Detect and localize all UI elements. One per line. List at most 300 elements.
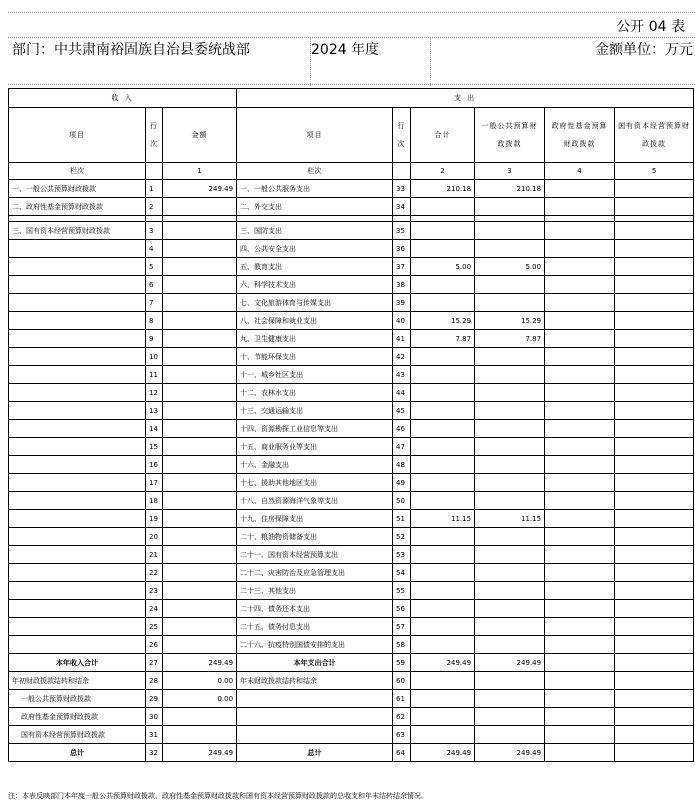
expense-capital — [615, 258, 694, 276]
income-line-no: 14 — [146, 420, 163, 438]
table-row — [9, 420, 694, 438]
income-item — [9, 366, 146, 384]
income-line-no: 17 — [146, 474, 163, 492]
expense-line-no: 54 — [393, 564, 411, 582]
income-item — [9, 330, 146, 348]
expense-line-no: 44 — [393, 384, 411, 402]
table-row — [9, 438, 694, 456]
income-amount — [163, 420, 237, 438]
expense-capital — [615, 582, 694, 600]
expense-fund — [545, 180, 615, 198]
expense-total — [411, 618, 475, 636]
expense-total — [411, 240, 475, 258]
income-line-no: 22 — [146, 564, 163, 582]
expense-item: 五、教育支出 — [237, 258, 393, 276]
income-line-no: 10 — [146, 348, 163, 366]
income-line-no: 3 — [146, 222, 163, 240]
col-item-out: 项目 — [237, 108, 393, 163]
gp-amount: 0.00 — [163, 690, 237, 708]
income-amount — [163, 456, 237, 474]
expense-item: 九、卫生健康支出 — [237, 330, 393, 348]
expense-line-no: 51 — [393, 510, 411, 528]
expense-line-no: 38 — [393, 276, 411, 294]
expense-general: 5.00 — [475, 258, 545, 276]
expense-fund — [545, 546, 615, 564]
table-row — [9, 564, 694, 582]
carry-out-label: 年末财政拨款结转和结余 — [237, 672, 393, 690]
table-row — [9, 276, 694, 294]
expense-item: 四、公共安全支出 — [237, 240, 393, 258]
expense-capital — [615, 420, 694, 438]
expense-general — [475, 582, 545, 600]
income-item: 三、国有资本经营预算财政拨款 — [9, 222, 146, 240]
table-row — [9, 474, 694, 492]
expense-total — [411, 636, 475, 654]
top-border — [8, 12, 695, 13]
gp-label: 一般公共预算财政拨款 — [9, 690, 146, 708]
expense-fund — [545, 222, 615, 240]
table-row — [9, 180, 694, 198]
expense-general: 11.15 — [475, 510, 545, 528]
expense-fund — [545, 492, 615, 510]
table-row — [9, 546, 694, 564]
expense-line-no: 53 — [393, 546, 411, 564]
income-line-no: 16 — [146, 456, 163, 474]
expense-item: 二十二、灾害防治及应急管理支出 — [237, 564, 393, 582]
expense-item: 二十一、国有资本经营预算支出 — [237, 546, 393, 564]
income-line-no: 23 — [146, 582, 163, 600]
grand-total-row — [9, 744, 694, 762]
expense-fund — [545, 564, 615, 582]
expense-item: 二、外交支出 — [237, 198, 393, 216]
expense-general — [475, 456, 545, 474]
income-amount — [163, 438, 237, 456]
col-index-1: 1 — [163, 163, 237, 180]
expense-line-no: 58 — [393, 636, 411, 654]
income-line-no: 21 — [146, 546, 163, 564]
expense-item: 二十六、抗疫特别国债安排的支出 — [237, 636, 393, 654]
expense-line-no: 39 — [393, 294, 411, 312]
gp-out-no: 61 — [393, 690, 411, 708]
income-item — [9, 294, 146, 312]
expense-capital — [615, 180, 694, 198]
income-line-no: 9 — [146, 330, 163, 348]
expense-fund — [545, 198, 615, 216]
expense-fund — [545, 456, 615, 474]
expense-total — [411, 474, 475, 492]
income-amount — [163, 348, 237, 366]
fund-label: 政府性基金预算财政拨款 — [9, 708, 146, 726]
income-amount — [163, 240, 237, 258]
col-line-in: 行次 — [146, 108, 163, 163]
expense-capital — [615, 366, 694, 384]
income-item — [9, 276, 146, 294]
expense-line-no: 57 — [393, 618, 411, 636]
income-total-amount: 249.49 — [163, 654, 237, 672]
expense-fund — [545, 258, 615, 276]
expense-line-no: 47 — [393, 438, 411, 456]
expense-general — [475, 222, 545, 240]
expense-item: 十九、住房保障支出 — [237, 510, 393, 528]
income-line-no: 15 — [146, 438, 163, 456]
income-amount — [163, 384, 237, 402]
table-row — [9, 402, 694, 420]
income-item: 一、一般公共预算财政拨款 — [9, 180, 146, 198]
income-header: 收 入 — [9, 89, 237, 108]
expense-item: 十七、援助其他地区支出 — [237, 474, 393, 492]
expense-line-no: 55 — [393, 582, 411, 600]
income-item — [9, 600, 146, 618]
expense-item: 二十三、其他支出 — [237, 582, 393, 600]
expense-general — [475, 492, 545, 510]
table-row — [9, 636, 694, 654]
income-item — [9, 420, 146, 438]
income-amount — [163, 564, 237, 582]
expense-item: 十一、城乡社区支出 — [237, 366, 393, 384]
gp-no: 29 — [146, 690, 163, 708]
expense-total — [411, 222, 475, 240]
income-amount — [163, 528, 237, 546]
expense-total: 210.18 — [411, 180, 475, 198]
expense-line-no: 50 — [393, 492, 411, 510]
expense-total-general: 249.49 — [475, 654, 545, 672]
expense-total — [411, 582, 475, 600]
expense-general — [475, 600, 545, 618]
expense-capital — [615, 402, 694, 420]
income-line-no: 4 — [146, 240, 163, 258]
expense-general: 7.87 — [475, 330, 545, 348]
expense-capital — [615, 330, 694, 348]
carry-in-no: 28 — [146, 672, 163, 690]
expense-total — [411, 402, 475, 420]
col-fund: 政府性基金预算财政拨款 — [545, 108, 615, 163]
department-label: 部门：中共肃南裕固族自治县委统战部 — [12, 42, 250, 58]
income-amount — [163, 402, 237, 420]
expense-item: 十、节能环保支出 — [237, 348, 393, 366]
income-item — [9, 438, 146, 456]
expense-general — [475, 402, 545, 420]
expense-total — [411, 600, 475, 618]
expense-general — [475, 348, 545, 366]
expense-total — [411, 492, 475, 510]
expense-fund — [545, 402, 615, 420]
expense-line-no: 37 — [393, 258, 411, 276]
expense-total-amount: 249.49 — [411, 654, 475, 672]
expense-line-no: 42 — [393, 348, 411, 366]
report-header — [8, 37, 695, 85]
income-item — [9, 348, 146, 366]
income-line-no: 11 — [146, 366, 163, 384]
income-line-no: 6 — [146, 276, 163, 294]
income-amount — [163, 366, 237, 384]
expense-total: 15.29 — [411, 312, 475, 330]
expense-total — [411, 564, 475, 582]
expense-capital — [615, 546, 694, 564]
expense-fund — [545, 636, 615, 654]
fund-out-no: 62 — [393, 708, 411, 726]
table-row — [9, 366, 694, 384]
expense-fund — [545, 618, 615, 636]
carry-in-label: 年初财政拨款结转和结余 — [9, 672, 146, 690]
expense-total — [411, 420, 475, 438]
expense-capital — [615, 294, 694, 312]
expense-item: 十四、资源勘探工业信息等支出 — [237, 420, 393, 438]
expense-general — [475, 474, 545, 492]
col-index-3: 3 — [475, 163, 545, 180]
expense-total — [411, 528, 475, 546]
expense-fund — [545, 420, 615, 438]
expense-line-no: 36 — [393, 240, 411, 258]
column-header-row — [9, 108, 694, 163]
expense-fund — [545, 384, 615, 402]
expense-general — [475, 294, 545, 312]
expense-capital — [615, 528, 694, 546]
income-item — [9, 258, 146, 276]
expense-capital — [615, 492, 694, 510]
expense-capital — [615, 564, 694, 582]
expense-item: 六、科学技术支出 — [237, 276, 393, 294]
income-item — [9, 546, 146, 564]
grand-general-amount: 249.49 — [475, 744, 545, 762]
col-label-in: 栏次 — [9, 163, 146, 180]
table-row — [9, 528, 694, 546]
expense-line-no: 35 — [393, 222, 411, 240]
expense-line-no: 43 — [393, 366, 411, 384]
income-line-no: 2 — [146, 198, 163, 216]
income-total-no: 27 — [146, 654, 163, 672]
expense-general — [475, 276, 545, 294]
expense-general — [475, 198, 545, 216]
expense-capital — [615, 384, 694, 402]
income-item — [9, 618, 146, 636]
grand-no-out: 64 — [393, 744, 411, 762]
expense-total — [411, 198, 475, 216]
fiscal-year: 2024 年度 — [310, 38, 431, 86]
income-item: 二、政府性基金预算财政拨款 — [9, 198, 146, 216]
expense-general — [475, 240, 545, 258]
col-line-out: 行次 — [393, 108, 411, 163]
expense-total-label: 本年支出合计 — [237, 654, 393, 672]
expense-fund — [545, 276, 615, 294]
expense-general — [475, 438, 545, 456]
income-amount — [163, 258, 237, 276]
expense-fund — [545, 510, 615, 528]
expense-fund — [545, 366, 615, 384]
income-amount: 249.49 — [163, 180, 237, 198]
income-amount — [163, 492, 237, 510]
expense-item: 十三、交通运输支出 — [237, 402, 393, 420]
table-row — [9, 222, 694, 240]
income-line-no: 7 — [146, 294, 163, 312]
expense-fund — [545, 348, 615, 366]
expense-capital — [615, 222, 694, 240]
income-line-no: 19 — [146, 510, 163, 528]
table-row — [9, 456, 694, 474]
expense-item: 三、国防支出 — [237, 222, 393, 240]
expense-item: 七、文化旅游体育与传媒支出 — [237, 294, 393, 312]
income-line-no: 20 — [146, 528, 163, 546]
expense-total — [411, 384, 475, 402]
table-row — [9, 294, 694, 312]
table-row — [9, 618, 694, 636]
income-amount — [163, 312, 237, 330]
income-item — [9, 492, 146, 510]
table-row — [9, 384, 694, 402]
expense-fund — [545, 330, 615, 348]
expense-item: 十五、商业服务业等支出 — [237, 438, 393, 456]
expense-total — [411, 546, 475, 564]
expense-total — [411, 276, 475, 294]
expense-general — [475, 366, 545, 384]
income-amount — [163, 618, 237, 636]
expense-item: 二十四、债务还本支出 — [237, 600, 393, 618]
expense-general — [475, 618, 545, 636]
expense-capital — [615, 198, 694, 216]
expense-general — [475, 420, 545, 438]
expense-header: 支 出 — [237, 89, 694, 108]
income-amount — [163, 510, 237, 528]
expense-capital — [615, 636, 694, 654]
income-amount — [163, 330, 237, 348]
expense-line-no: 56 — [393, 600, 411, 618]
income-amount — [163, 546, 237, 564]
income-item — [9, 636, 146, 654]
expense-total — [411, 456, 475, 474]
grand-total-amount: 249.49 — [411, 744, 475, 762]
table-row — [9, 198, 694, 216]
income-item — [9, 312, 146, 330]
expense-line-no: 48 — [393, 456, 411, 474]
income-line-no: 18 — [146, 492, 163, 510]
capital-budget-row — [9, 726, 694, 744]
carry-out-no: 60 — [393, 672, 411, 690]
expense-line-no: 34 — [393, 198, 411, 216]
expense-fund — [545, 240, 615, 258]
expense-total: 11.15 — [411, 510, 475, 528]
income-item — [9, 384, 146, 402]
expense-item: 十二、农林水支出 — [237, 384, 393, 402]
col-index-5: 5 — [615, 163, 694, 180]
income-item — [9, 564, 146, 582]
expense-fund — [545, 438, 615, 456]
income-amount — [163, 222, 237, 240]
expense-capital — [615, 276, 694, 294]
table-row — [9, 492, 694, 510]
expense-general — [475, 528, 545, 546]
expense-fund — [545, 474, 615, 492]
expense-general — [475, 636, 545, 654]
expense-item: 八、社会保障和就业支出 — [237, 312, 393, 330]
expense-capital — [615, 456, 694, 474]
expense-general: 15.29 — [475, 312, 545, 330]
expense-total: 7.87 — [411, 330, 475, 348]
income-amount — [163, 294, 237, 312]
expense-total-no: 59 — [393, 654, 411, 672]
expense-total — [411, 438, 475, 456]
income-item — [9, 240, 146, 258]
expense-total — [411, 294, 475, 312]
income-line-no: 13 — [146, 402, 163, 420]
income-line-no: 8 — [146, 312, 163, 330]
expense-item: 二十五、债务付息支出 — [237, 618, 393, 636]
cap-no: 31 — [146, 726, 163, 744]
expense-fund — [545, 294, 615, 312]
table-row — [9, 510, 694, 528]
expense-capital — [615, 240, 694, 258]
unit-label: 金额单位：万元 — [430, 38, 695, 86]
grand-label-out: 总计 — [237, 744, 393, 762]
fund-budget-row — [9, 708, 694, 726]
income-amount — [163, 198, 237, 216]
expense-general: 210.18 — [475, 180, 545, 198]
table-row — [9, 240, 694, 258]
section-header-row — [9, 89, 694, 108]
income-amount — [163, 636, 237, 654]
budget-table — [8, 88, 694, 762]
table-row — [9, 600, 694, 618]
expense-item: 十八、自然资源海洋气象等支出 — [237, 492, 393, 510]
cap-label: 国有资本经营预算财政拨款 — [9, 726, 146, 744]
col-general: 一般公共预算财政拨款 — [475, 108, 545, 163]
income-item — [9, 582, 146, 600]
expense-general — [475, 564, 545, 582]
expense-general — [475, 384, 545, 402]
table-row — [9, 312, 694, 330]
income-line-no: 25 — [146, 618, 163, 636]
income-item — [9, 402, 146, 420]
income-line-no: 12 — [146, 384, 163, 402]
income-item — [9, 474, 146, 492]
income-line-no: 1 — [146, 180, 163, 198]
expense-fund — [545, 312, 615, 330]
income-amount — [163, 474, 237, 492]
grand-label-in: 总计 — [9, 744, 146, 762]
expense-capital — [615, 474, 694, 492]
col-state-capital: 国有资本经营预算财政拨款 — [615, 108, 694, 163]
col-item-in: 项目 — [9, 108, 146, 163]
expense-total — [411, 348, 475, 366]
income-item — [9, 510, 146, 528]
expense-line-no: 46 — [393, 420, 411, 438]
expense-capital — [615, 600, 694, 618]
expense-line-no: 41 — [393, 330, 411, 348]
carry-in-amount: 0.00 — [163, 672, 237, 690]
expense-item: 二十、粮油物资储备支出 — [237, 528, 393, 546]
col-total: 合计 — [411, 108, 475, 163]
table-row — [9, 582, 694, 600]
expense-total — [411, 366, 475, 384]
fund-no: 30 — [146, 708, 163, 726]
table-row — [9, 258, 694, 276]
col-label-out: 栏次 — [237, 163, 393, 180]
grand-no-in: 32 — [146, 744, 163, 762]
expense-capital — [615, 312, 694, 330]
table-row — [9, 330, 694, 348]
income-item — [9, 456, 146, 474]
expense-fund — [545, 528, 615, 546]
income-amount — [163, 600, 237, 618]
form-number: 公开 04 表 — [616, 19, 685, 35]
expense-fund — [545, 582, 615, 600]
expense-line-no: 33 — [393, 180, 411, 198]
expense-total: 5.00 — [411, 258, 475, 276]
table-row — [9, 348, 694, 366]
expense-line-no: 40 — [393, 312, 411, 330]
expense-line-no: 49 — [393, 474, 411, 492]
general-budget-row — [9, 690, 694, 708]
carry-row — [9, 672, 694, 690]
expense-capital — [615, 438, 694, 456]
